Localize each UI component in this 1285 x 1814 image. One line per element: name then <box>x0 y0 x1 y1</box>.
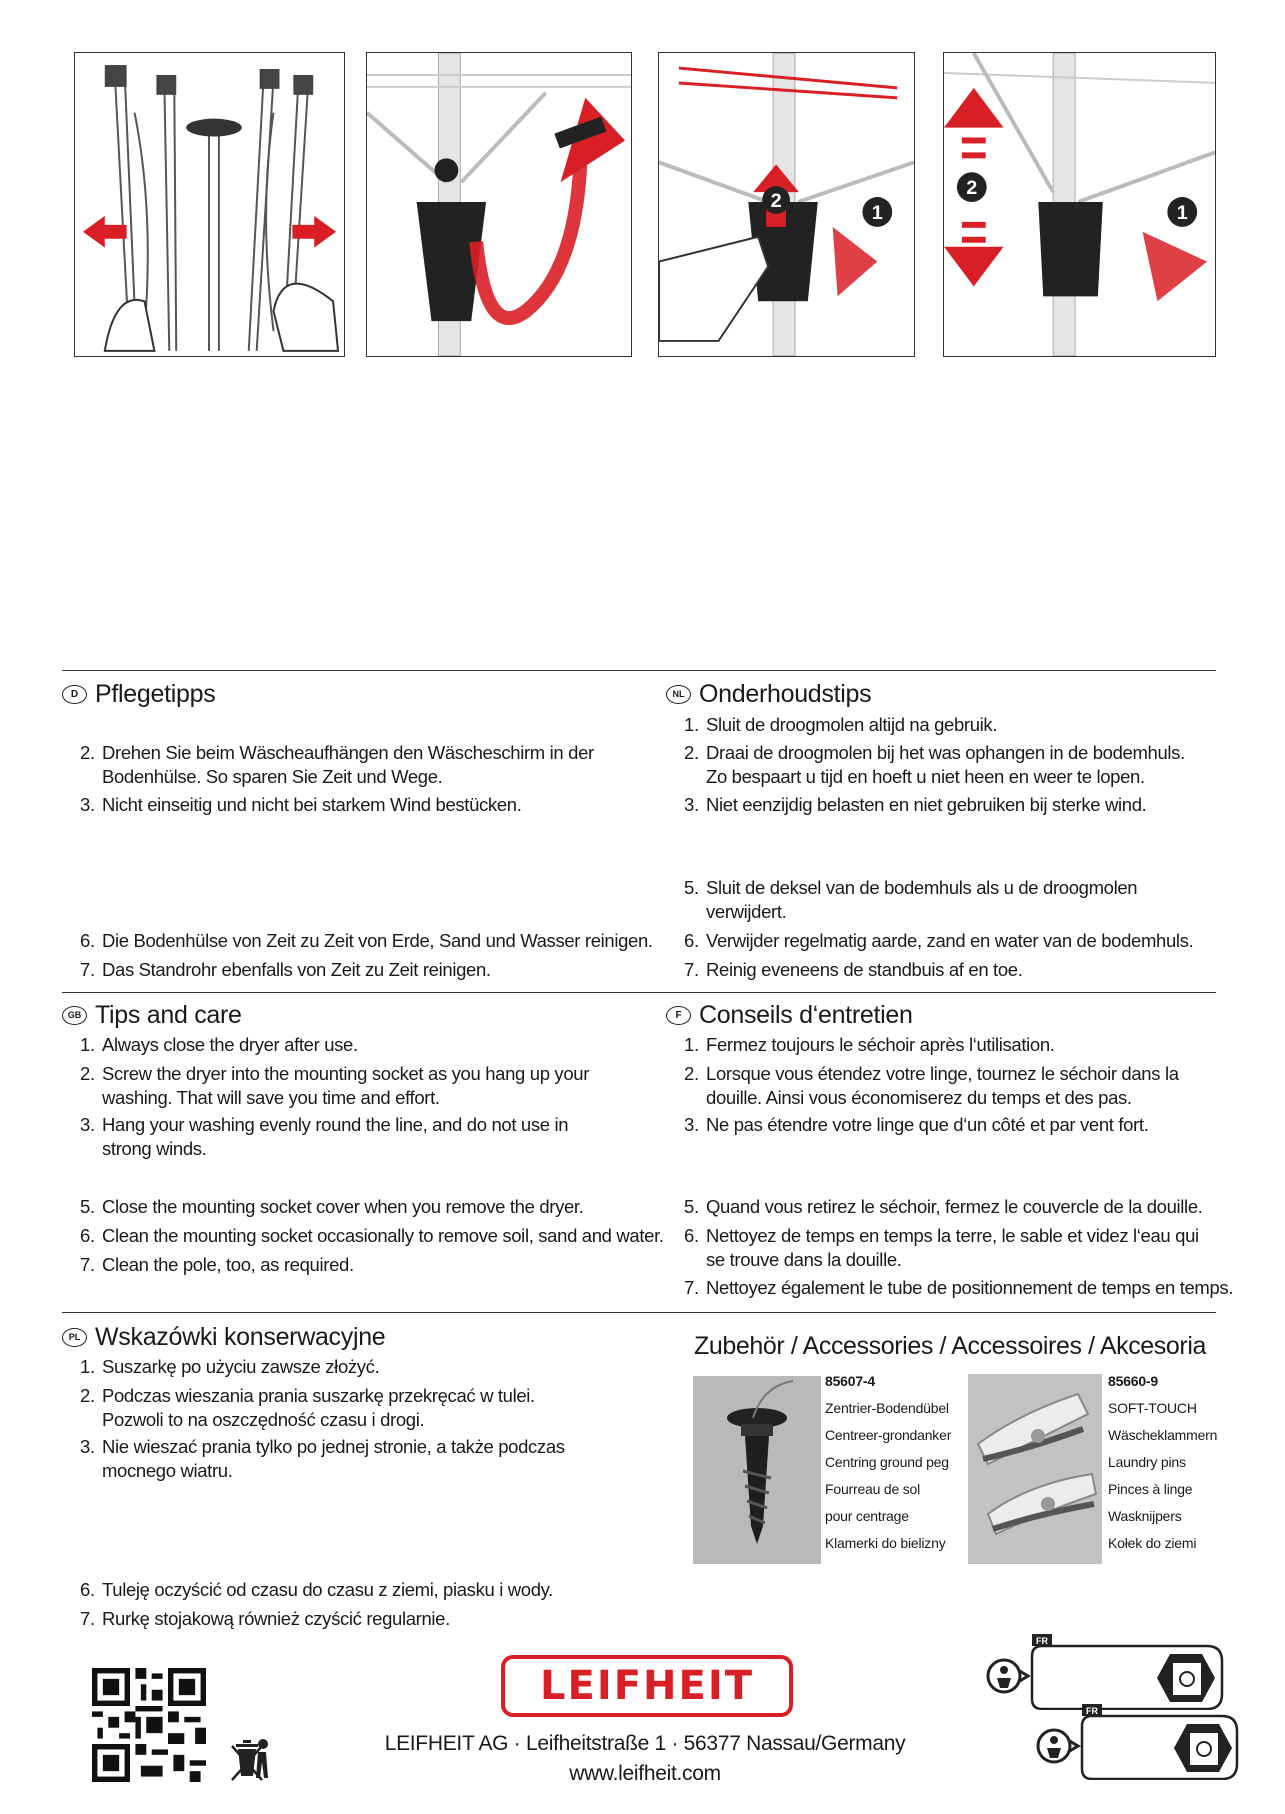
language-badge: D <box>62 685 87 704</box>
crossed-bin-icon <box>228 1732 272 1784</box>
section-pl <box>62 1322 662 1652</box>
section-title: Conseils d‘entretien <box>699 1000 913 1029</box>
divider-middle <box>62 992 1216 993</box>
list-item: 6. Nettoyez de temps en temps la terre, le sable et videz l‘eau qui se trouve dans la douille. <box>684 1225 1199 1270</box>
ground-peg-image <box>693 1376 821 1564</box>
press-release-illustration <box>659 53 914 356</box>
accessory-line: SOFT-TOUCH <box>1108 1400 1197 1416</box>
list-item: 3. Ne pas étendre votre linge que d‘un côté et par vent fort. <box>684 1114 1149 1135</box>
step-2-label: 2 <box>770 189 782 212</box>
list-item: 3. Niet eenzijdig belasten en niet gebruiken bij sterke wind. <box>684 794 1147 815</box>
accessory-code: 85660-9 <box>1108 1373 1158 1389</box>
list-item: 3. Hang your washing evenly round the line, and do not use in strong winds. <box>80 1114 569 1159</box>
list-item: 2. Drehen Sie beim Wäscheaufhängen den Wäscheschirm in der Bodenhülse. So sparen Sie Zeit und Wege. <box>80 742 594 787</box>
list-item: 2. Podczas wieszania prania suszarkę przekręcać w tulei. Pozwoli to na oszczędność czasu i drogi. <box>80 1385 535 1430</box>
triman-recycling-icon <box>1032 1704 1285 1780</box>
illustration-panel-3 <box>658 52 915 357</box>
accessory-line: pour centrage <box>825 1508 909 1524</box>
section-title: Onderhoudstips <box>699 679 872 708</box>
lift-dryer-illustration <box>944 53 1215 356</box>
section-title: Wskazówki konserwacyjne <box>95 1322 386 1351</box>
list-item: 6. Tuleję oczyścić od czasu do czasu z ziemi, piasku i wody. <box>80 1579 553 1600</box>
accessory-code: 85607-4 <box>825 1373 875 1389</box>
company-website[interactable]: www.leifheit.com <box>569 1762 721 1785</box>
accessory-line: Fourreau de sol <box>825 1481 921 1497</box>
step-2-label: 2 <box>966 177 978 200</box>
accessory-line: Laundry pins <box>1108 1454 1186 1470</box>
brand-name: LEIFHEIT <box>540 1663 754 1709</box>
company-address: LEIFHEIT AG · Leifheitstraße 1 · 56377 Nassau/Germany <box>384 1732 906 1755</box>
list-item: 7. Das Standrohr ebenfalls von Zeit zu Zeit reinigen. <box>80 959 491 980</box>
list-item: 5. Quand vous retirez le séchoir, fermez le couvercle de la douille. <box>684 1196 1203 1217</box>
step-1-label: 1 <box>871 201 883 224</box>
list-item: 6. Die Bodenhülse von Zeit zu Zeit von Erde, Sand und Wasser reinigen. <box>80 930 653 951</box>
accessory-line: Klamerki do bielizny <box>825 1535 946 1551</box>
illustration-panel-2 <box>366 52 632 357</box>
section-header <box>62 1322 662 1352</box>
list-item: 5. Sluit de deksel van de bodemhuls als u de droogmolen verwijdert. <box>684 877 1138 922</box>
section-title: Tips and care <box>95 1000 242 1029</box>
accessory-line: Centreer-grondanker <box>825 1427 952 1443</box>
leifheit-logo <box>501 1655 793 1717</box>
clothes-pins-image <box>968 1374 1102 1564</box>
list-item: 7. Nettoyez également le tube de positionnement de temps en temps. <box>684 1277 1234 1298</box>
section-header <box>666 679 1226 709</box>
triman-country-label: FR <box>1086 1706 1098 1716</box>
section-title: Pflegetipps <box>95 679 216 708</box>
list-item: 6. Clean the mounting socket occasionally to remove soil, sand and water. <box>80 1225 664 1246</box>
list-item: 6. Verwijder regelmatig aarde, zand en water van de bodemhuls. <box>684 930 1194 951</box>
qr-code-icon <box>92 1668 206 1782</box>
accessory-1-text <box>825 1368 965 1557</box>
divider-top <box>62 670 1216 671</box>
list-item: 1. Fermez toujours le séchoir après l‘utilisation. <box>684 1034 1055 1055</box>
list-item: 1. Always close the dryer after use. <box>80 1034 358 1055</box>
section-header <box>62 679 662 709</box>
list-item: 2. Draai de droogmolen bij het was ophangen in de bodemhuls. Zo bespaart u tijd en hoeft u niet heen en weer te lopen. <box>684 742 1185 787</box>
list-item: 3. Nie wieszać prania tylko po jednej stronie, a także podczas mocnego wiatru. <box>80 1436 565 1481</box>
illustration-panel-1 <box>74 52 345 357</box>
triman-recycling-icon <box>982 1634 1237 1710</box>
accessory-2-text <box>1108 1368 1248 1557</box>
list-item: 2. Lorsque vous étendez votre linge, tournez le séchoir dans la douille. Ainsi vous économiserez du temps et des pas. <box>684 1063 1179 1108</box>
language-badge: NL <box>666 685 691 704</box>
accessories-title: Zubehör / Accessories / Accessoires / Akcesoria <box>694 1332 1206 1360</box>
list-item: 5. Close the mounting socket cover when you remove the dryer. <box>80 1196 584 1217</box>
section-de <box>62 679 662 989</box>
language-badge: GB <box>62 1006 87 1025</box>
language-badge: F <box>666 1006 691 1025</box>
accessory-line: Wäscheklammern <box>1108 1427 1218 1443</box>
list-item: 1. Suszarkę po użyciu zawsze złożyć. <box>80 1356 380 1377</box>
section-header <box>62 1000 672 1030</box>
triman-country-label: FR <box>1036 1636 1048 1646</box>
step-1-label: 1 <box>1176 201 1188 224</box>
open-lever-illustration <box>367 53 631 356</box>
section-fr <box>666 1000 1246 1310</box>
section-header <box>666 1000 1246 1030</box>
accessory-line: Centring ground peg <box>825 1454 949 1470</box>
divider-bottom <box>62 1312 1216 1313</box>
section-gb <box>62 1000 672 1310</box>
accessory-line: Pinces à linge <box>1108 1481 1193 1497</box>
accessory-line: Kołek do ziemi <box>1108 1535 1197 1551</box>
section-nl <box>666 679 1226 989</box>
list-item: 7. Clean the pole, too, as required. <box>80 1254 354 1275</box>
list-item: 1. Sluit de droogmolen altijd na gebruik. <box>684 714 998 735</box>
list-item: 7. Rurkę stojakową również czyścić regularnie. <box>80 1608 450 1629</box>
list-item: 2. Screw the dryer into the mounting socket as you hang up your washing. That will save you time and effort. <box>80 1063 590 1108</box>
accessory-line: Wasknijpers <box>1108 1508 1182 1524</box>
language-badge: PL <box>62 1328 87 1347</box>
list-item: 7. Reinig eveneens de standbuis af en toe. <box>684 959 1023 980</box>
collapsed-dryer-illustration <box>75 53 344 356</box>
accessory-line: Zentrier-Bodendübel <box>825 1400 949 1416</box>
list-item: 3. Nicht einseitig und nicht bei starkem Wind bestücken. <box>80 794 522 815</box>
illustration-panel-4 <box>943 52 1216 357</box>
